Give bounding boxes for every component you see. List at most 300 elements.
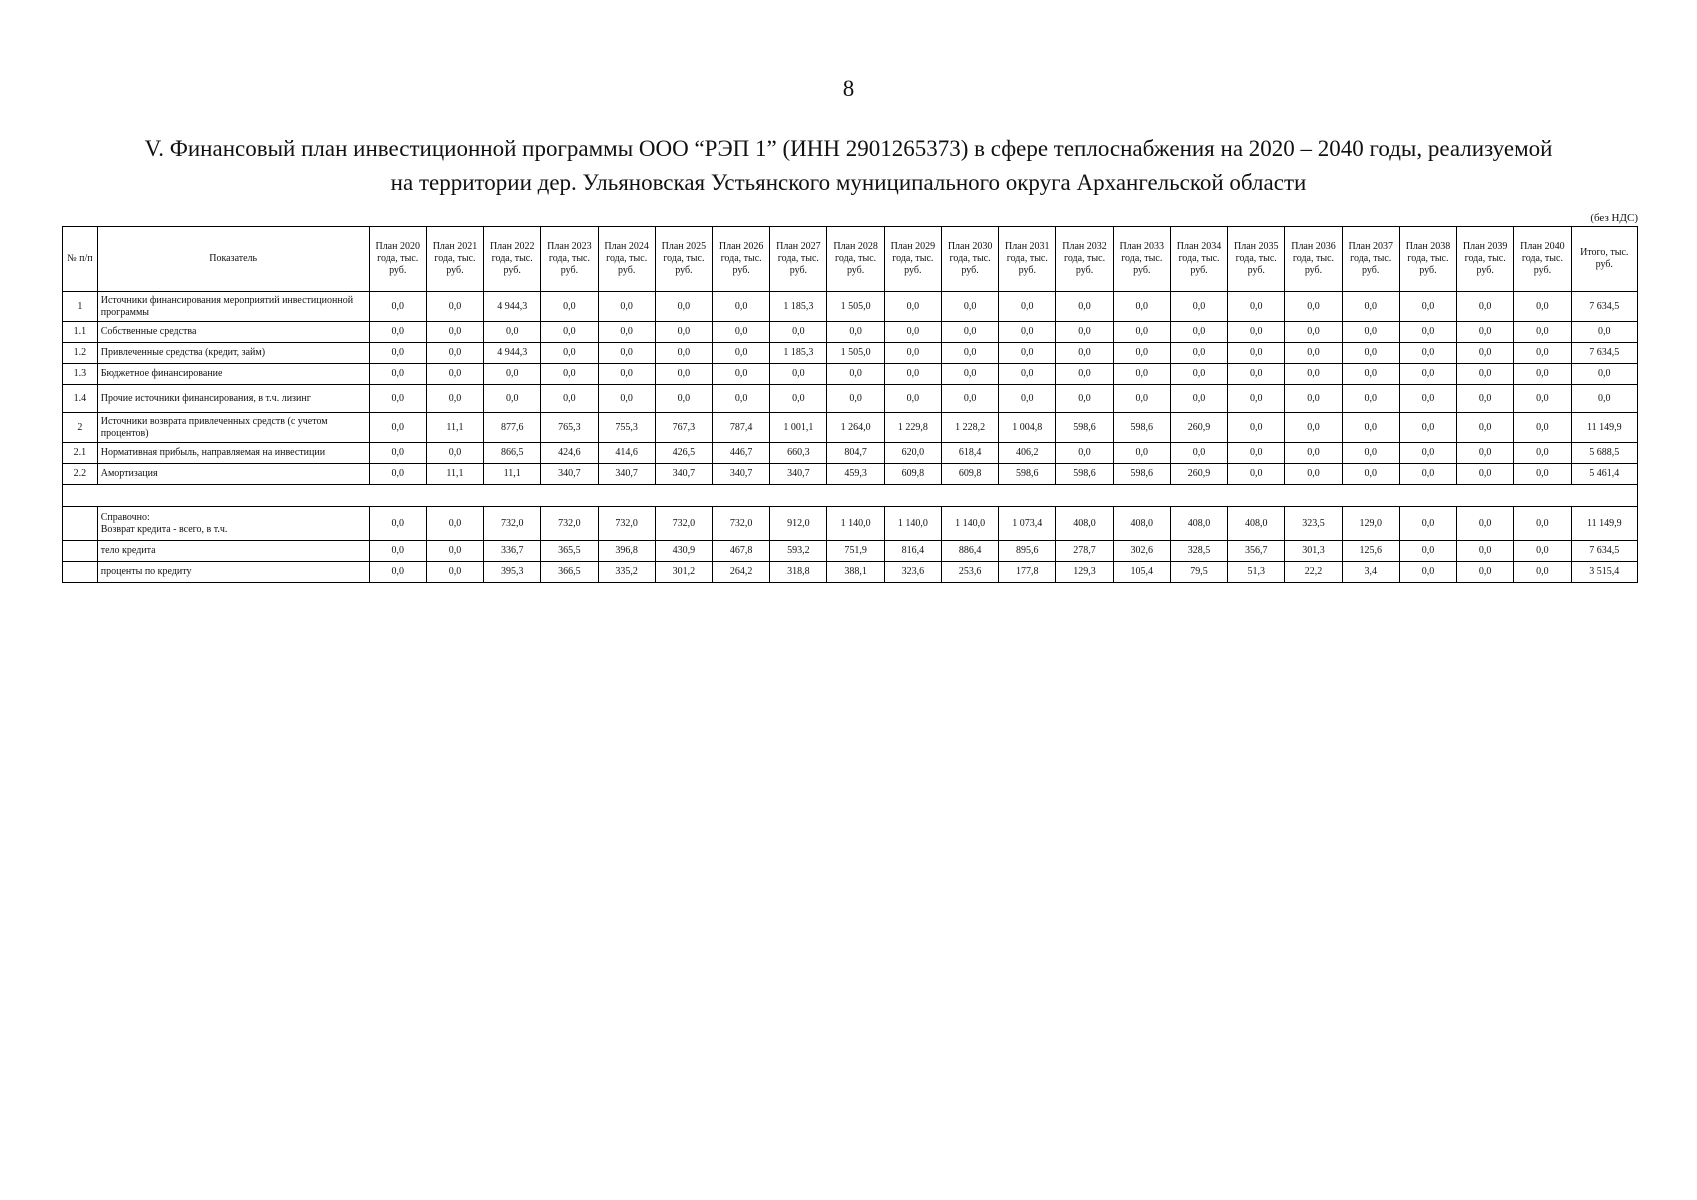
header-indicator: Показатель (97, 227, 369, 292)
row-value: 0,0 (426, 343, 483, 364)
table-row (63, 413, 1638, 443)
row-value: 0,0 (1399, 343, 1456, 364)
row-value: 264,2 (713, 562, 770, 583)
row-total: 5 461,4 (1571, 464, 1637, 485)
row-number (63, 507, 98, 541)
row-value: 0,0 (1056, 322, 1113, 343)
row-value: 4 944,3 (484, 292, 541, 322)
row-value: 0,0 (1285, 464, 1342, 485)
row-number: 1.3 (63, 364, 98, 385)
row-value: 732,0 (541, 507, 598, 541)
row-value: 0,0 (827, 385, 884, 413)
row-value: 0,0 (770, 364, 827, 385)
row-number: 2.2 (63, 464, 98, 485)
row-value: 253,6 (941, 562, 998, 583)
page-number: 8 (842, 76, 855, 101)
row-value: 340,7 (770, 464, 827, 485)
header-year: План 2034 года, тыс. руб. (1170, 227, 1227, 292)
header-year: План 2030 года, тыс. руб. (941, 227, 998, 292)
row-value: 0,0 (1056, 443, 1113, 464)
row-value: 1 229,8 (884, 413, 941, 443)
row-value: 0,0 (1399, 464, 1456, 485)
row-value: 408,0 (1170, 507, 1227, 541)
header-year: План 2024 года, тыс. руб. (598, 227, 655, 292)
row-value: 0,0 (541, 322, 598, 343)
header-year: План 2036 года, тыс. руб. (1285, 227, 1342, 292)
row-value: 609,8 (884, 464, 941, 485)
row-value: 0,0 (1457, 464, 1514, 485)
row-value: 0,0 (1342, 464, 1399, 485)
row-value: 1 140,0 (827, 507, 884, 541)
row-value: 395,3 (484, 562, 541, 583)
header-year: План 2025 года, тыс. руб. (655, 227, 712, 292)
row-value: 11,1 (426, 413, 483, 443)
row-value: 0,0 (1285, 343, 1342, 364)
row-value: 0,0 (770, 385, 827, 413)
row-value: 0,0 (369, 464, 426, 485)
row-value: 0,0 (1399, 385, 1456, 413)
row-value: 0,0 (426, 364, 483, 385)
row-value: 0,0 (1170, 343, 1227, 364)
row-value: 0,0 (1342, 413, 1399, 443)
row-value: 0,0 (1342, 443, 1399, 464)
row-value: 0,0 (369, 443, 426, 464)
row-value: 0,0 (1228, 292, 1285, 322)
row-indicator: Бюджетное финансирование (97, 364, 369, 385)
row-value: 0,0 (484, 322, 541, 343)
row-value: 0,0 (1228, 364, 1285, 385)
financial-plan-table (62, 226, 1638, 583)
row-value: 0,0 (999, 343, 1056, 364)
row-value: 0,0 (713, 364, 770, 385)
row-number: 1 (63, 292, 98, 322)
row-value: 0,0 (1113, 292, 1170, 322)
row-value: 0,0 (1228, 464, 1285, 485)
row-indicator (97, 507, 369, 541)
row-value: 0,0 (884, 364, 941, 385)
row-value: 328,5 (1170, 541, 1227, 562)
row-indicator-line-1: проценты по кредиту (100, 566, 192, 577)
document-title (60, 132, 1637, 200)
table-row (63, 292, 1638, 322)
row-value: 1 140,0 (884, 507, 941, 541)
row-value: 0,0 (941, 292, 998, 322)
row-value: 0,0 (884, 385, 941, 413)
vat-note: (без НДС) (1590, 212, 1638, 224)
row-value: 340,7 (713, 464, 770, 485)
row-value: 0,0 (1399, 322, 1456, 343)
row-value: 0,0 (884, 292, 941, 322)
row-value: 0,0 (1342, 292, 1399, 322)
row-value: 765,3 (541, 413, 598, 443)
row-value: 0,0 (1113, 322, 1170, 343)
row-value: 1 185,3 (770, 343, 827, 364)
row-value: 446,7 (713, 443, 770, 464)
row-value: 0,0 (541, 385, 598, 413)
table-row (63, 443, 1638, 464)
row-value: 598,6 (1056, 413, 1113, 443)
header-year: План 2023 года, тыс. руб. (541, 227, 598, 292)
row-total: 0,0 (1571, 385, 1637, 413)
row-value: 0,0 (1399, 507, 1456, 541)
row-value: 1 140,0 (941, 507, 998, 541)
row-value: 408,0 (1113, 507, 1170, 541)
row-value: 660,3 (770, 443, 827, 464)
row-value: 0,0 (541, 364, 598, 385)
row-value: 0,0 (541, 343, 598, 364)
header-no: № п/п (63, 227, 98, 292)
row-value: 177,8 (999, 562, 1056, 583)
row-value: 0,0 (941, 385, 998, 413)
header-year: План 2035 года, тыс. руб. (1228, 227, 1285, 292)
row-total: 7 634,5 (1571, 541, 1637, 562)
row-value: 0,0 (1514, 562, 1571, 583)
row-value: 408,0 (1228, 507, 1285, 541)
row-value: 0,0 (369, 292, 426, 322)
title-line-2: на территории дер. Ульяновская Устьянского муниципального округа Архангельской области (390, 170, 1307, 195)
row-value: 0,0 (999, 385, 1056, 413)
row-number (63, 541, 98, 562)
row-value: 0,0 (1514, 385, 1571, 413)
row-value: 598,6 (999, 464, 1056, 485)
row-value: 0,0 (369, 385, 426, 413)
row-value: 0,0 (1170, 364, 1227, 385)
row-indicator: Источники финансирования мероприятий инвестиционной программы (97, 292, 369, 322)
row-value: 0,0 (1342, 322, 1399, 343)
row-value: 408,0 (1056, 507, 1113, 541)
row-indicator: Нормативная прибыль, направляемая на инвестиции (97, 443, 369, 464)
row-indicator: Источники возврата привлеченных средств (с учетом процентов) (97, 413, 369, 443)
header-year: План 2026 года, тыс. руб. (713, 227, 770, 292)
row-number: 2 (63, 413, 98, 443)
row-value: 459,3 (827, 464, 884, 485)
header-year: План 2031 года, тыс. руб. (999, 227, 1056, 292)
row-value: 732,0 (655, 507, 712, 541)
row-value: 0,0 (999, 364, 1056, 385)
row-value: 0,0 (426, 443, 483, 464)
row-value: 895,6 (999, 541, 1056, 562)
row-value: 0,0 (369, 562, 426, 583)
row-value: 340,7 (541, 464, 598, 485)
header-year: План 2021 года, тыс. руб. (426, 227, 483, 292)
title-line-1: V. Финансовый план инвестиционной программы ООО “РЭП 1” (ИНН 2901265373) в сфере теплоснабжения на 2020 – 2040 годы, реализуемой (144, 136, 1553, 161)
row-value: 356,7 (1228, 541, 1285, 562)
row-value: 0,0 (1342, 364, 1399, 385)
row-value: 4 944,3 (484, 343, 541, 364)
row-value: 0,0 (426, 562, 483, 583)
row-value: 1 264,0 (827, 413, 884, 443)
table-row (63, 343, 1638, 364)
row-value: 125,6 (1342, 541, 1399, 562)
row-value: 0,0 (598, 322, 655, 343)
row-value: 0,0 (1514, 322, 1571, 343)
header-year: План 2039 года, тыс. руб. (1457, 227, 1514, 292)
row-value: 732,0 (713, 507, 770, 541)
row-value: 0,0 (369, 541, 426, 562)
row-value: 11,1 (426, 464, 483, 485)
row-value: 1 505,0 (827, 343, 884, 364)
row-value: 301,3 (1285, 541, 1342, 562)
row-value: 0,0 (1457, 343, 1514, 364)
header-year: План 2022 года, тыс. руб. (484, 227, 541, 292)
row-value: 609,8 (941, 464, 998, 485)
row-value: 302,6 (1113, 541, 1170, 562)
row-value: 0,0 (1228, 385, 1285, 413)
row-value: 1 505,0 (827, 292, 884, 322)
row-value: 406,2 (999, 443, 1056, 464)
row-value: 0,0 (426, 541, 483, 562)
row-value: 1 073,4 (999, 507, 1056, 541)
row-total: 7 634,5 (1571, 343, 1637, 364)
row-value: 0,0 (1285, 292, 1342, 322)
row-value: 0,0 (884, 343, 941, 364)
row-value: 0,0 (426, 507, 483, 541)
table-body (63, 292, 1638, 583)
row-value: 0,0 (1170, 443, 1227, 464)
row-value: 336,7 (484, 541, 541, 562)
header-year: План 2037 года, тыс. руб. (1342, 227, 1399, 292)
row-value: 278,7 (1056, 541, 1113, 562)
row-value: 0,0 (1514, 443, 1571, 464)
row-value: 323,6 (884, 562, 941, 583)
row-value: 0,0 (1113, 443, 1170, 464)
header-year: План 2028 года, тыс. руб. (827, 227, 884, 292)
row-value: 22,2 (1285, 562, 1342, 583)
row-value: 816,4 (884, 541, 941, 562)
row-value: 340,7 (655, 464, 712, 485)
row-total: 5 688,5 (1571, 443, 1637, 464)
row-number: 1.1 (63, 322, 98, 343)
row-value: 0,0 (1228, 343, 1285, 364)
row-value: 0,0 (369, 322, 426, 343)
row-indicator-line-2: Возврат кредита - всего, в т.ч. (100, 523, 228, 535)
row-value: 0,0 (1457, 322, 1514, 343)
row-total: 11 149,9 (1571, 507, 1637, 541)
table-row (63, 385, 1638, 413)
row-value: 0,0 (713, 292, 770, 322)
row-value: 0,0 (1457, 443, 1514, 464)
row-value: 0,0 (1056, 292, 1113, 322)
row-value: 0,0 (541, 292, 598, 322)
row-value: 0,0 (827, 322, 884, 343)
separator-row (63, 485, 1638, 507)
row-value: 886,4 (941, 541, 998, 562)
row-value: 0,0 (484, 385, 541, 413)
row-value: 0,0 (1285, 364, 1342, 385)
row-value: 0,0 (1342, 343, 1399, 364)
row-indicator: Собственные средства (97, 322, 369, 343)
row-value: 0,0 (426, 292, 483, 322)
reference-row (63, 541, 1638, 562)
row-value: 0,0 (369, 413, 426, 443)
row-value: 318,8 (770, 562, 827, 583)
row-value: 598,6 (1113, 464, 1170, 485)
row-total: 7 634,5 (1571, 292, 1637, 322)
row-value: 0,0 (999, 322, 1056, 343)
row-value: 0,0 (655, 322, 712, 343)
row-value: 593,2 (770, 541, 827, 562)
row-indicator-line-1: Справочно: (100, 511, 150, 523)
reference-row (63, 507, 1638, 541)
row-value: 0,0 (1514, 413, 1571, 443)
row-value: 0,0 (884, 322, 941, 343)
row-value: 0,0 (1457, 413, 1514, 443)
row-number: 1.4 (63, 385, 98, 413)
row-value: 0,0 (655, 292, 712, 322)
row-value: 0,0 (999, 292, 1056, 322)
row-value: 0,0 (1457, 562, 1514, 583)
row-value: 0,0 (1514, 364, 1571, 385)
row-value: 0,0 (941, 364, 998, 385)
row-value: 467,8 (713, 541, 770, 562)
row-value: 0,0 (941, 343, 998, 364)
header-year: План 2027 года, тыс. руб. (770, 227, 827, 292)
row-value: 0,0 (1285, 443, 1342, 464)
row-value: 732,0 (598, 507, 655, 541)
row-value: 0,0 (655, 364, 712, 385)
row-value: 0,0 (598, 343, 655, 364)
row-value: 340,7 (598, 464, 655, 485)
row-value: 0,0 (1399, 364, 1456, 385)
header-year: План 2020 года, тыс. руб. (369, 227, 426, 292)
row-value: 0,0 (941, 322, 998, 343)
row-value: 0,0 (1228, 413, 1285, 443)
header-year: План 2038 года, тыс. руб. (1399, 227, 1456, 292)
row-value: 51,3 (1228, 562, 1285, 583)
row-indicator: Амортизация (97, 464, 369, 485)
row-value: 0,0 (827, 364, 884, 385)
row-value: 0,0 (1457, 507, 1514, 541)
row-value: 1 185,3 (770, 292, 827, 322)
row-total: 0,0 (1571, 364, 1637, 385)
row-value: 129,3 (1056, 562, 1113, 583)
row-value: 3,4 (1342, 562, 1399, 583)
row-indicator (97, 562, 369, 583)
row-total: 3 515,4 (1571, 562, 1637, 583)
reference-row (63, 562, 1638, 583)
row-value: 0,0 (1457, 541, 1514, 562)
table-header-row (63, 227, 1638, 292)
row-value: 0,0 (426, 322, 483, 343)
row-value: 0,0 (770, 322, 827, 343)
row-value: 260,9 (1170, 464, 1227, 485)
row-value: 0,0 (1514, 343, 1571, 364)
row-value: 0,0 (1113, 343, 1170, 364)
header-year: План 2029 года, тыс. руб. (884, 227, 941, 292)
row-value: 0,0 (1285, 385, 1342, 413)
row-value: 0,0 (426, 385, 483, 413)
row-value: 0,0 (1170, 322, 1227, 343)
row-value: 0,0 (1399, 443, 1456, 464)
row-value: 0,0 (1457, 292, 1514, 322)
row-value: 1 004,8 (999, 413, 1056, 443)
row-value: 0,0 (1457, 364, 1514, 385)
row-value: 323,5 (1285, 507, 1342, 541)
row-value: 0,0 (598, 385, 655, 413)
row-value: 365,5 (541, 541, 598, 562)
table-row (63, 464, 1638, 485)
row-value: 804,7 (827, 443, 884, 464)
row-value: 0,0 (1113, 385, 1170, 413)
row-value: 0,0 (1514, 464, 1571, 485)
row-value: 0,0 (713, 385, 770, 413)
row-value: 767,3 (655, 413, 712, 443)
row-value: 0,0 (1399, 413, 1456, 443)
row-value: 0,0 (1285, 322, 1342, 343)
header-total: Итого, тыс. руб. (1571, 227, 1637, 292)
row-value: 11,1 (484, 464, 541, 485)
row-value: 0,0 (655, 343, 712, 364)
row-value: 0,0 (369, 364, 426, 385)
row-value: 426,5 (655, 443, 712, 464)
row-value: 0,0 (713, 322, 770, 343)
row-value: 866,5 (484, 443, 541, 464)
row-value: 0,0 (1342, 385, 1399, 413)
row-value: 620,0 (884, 443, 941, 464)
row-value: 0,0 (1113, 364, 1170, 385)
row-number: 1.2 (63, 343, 98, 364)
row-value: 1 001,1 (770, 413, 827, 443)
row-value: 260,9 (1170, 413, 1227, 443)
row-value: 0,0 (484, 364, 541, 385)
row-value: 598,6 (1056, 464, 1113, 485)
row-value: 0,0 (713, 343, 770, 364)
row-value: 618,4 (941, 443, 998, 464)
row-value: 751,9 (827, 541, 884, 562)
row-value: 787,4 (713, 413, 770, 443)
row-value: 0,0 (1399, 562, 1456, 583)
row-value: 0,0 (1514, 541, 1571, 562)
separator-cell (63, 485, 1638, 507)
row-value: 755,3 (598, 413, 655, 443)
row-value: 0,0 (598, 364, 655, 385)
row-indicator: Привлеченные средства (кредит, займ) (97, 343, 369, 364)
row-value: 0,0 (1056, 364, 1113, 385)
row-value: 129,0 (1342, 507, 1399, 541)
header-year: План 2040 года, тыс. руб. (1514, 227, 1571, 292)
row-value: 0,0 (1228, 443, 1285, 464)
header-year: План 2033 года, тыс. руб. (1113, 227, 1170, 292)
row-value: 877,6 (484, 413, 541, 443)
row-value: 105,4 (1113, 562, 1170, 583)
row-total: 0,0 (1571, 322, 1637, 343)
row-value: 0,0 (1170, 385, 1227, 413)
row-value: 79,5 (1170, 562, 1227, 583)
row-value: 0,0 (1056, 343, 1113, 364)
row-value: 912,0 (770, 507, 827, 541)
row-total: 11 149,9 (1571, 413, 1637, 443)
row-value: 414,6 (598, 443, 655, 464)
table-row (63, 322, 1638, 343)
row-value: 0,0 (1399, 541, 1456, 562)
row-value: 0,0 (1170, 292, 1227, 322)
row-value: 1 228,2 (941, 413, 998, 443)
row-number (63, 562, 98, 583)
row-value: 0,0 (1285, 413, 1342, 443)
row-value: 0,0 (369, 343, 426, 364)
row-value: 424,6 (541, 443, 598, 464)
row-value: 598,6 (1113, 413, 1170, 443)
row-value: 0,0 (1514, 292, 1571, 322)
row-value: 366,5 (541, 562, 598, 583)
table-row (63, 364, 1638, 385)
row-value: 732,0 (484, 507, 541, 541)
row-value: 0,0 (1514, 507, 1571, 541)
row-number: 2.1 (63, 443, 98, 464)
row-value: 335,2 (598, 562, 655, 583)
row-value: 0,0 (655, 385, 712, 413)
row-value: 0,0 (1228, 322, 1285, 343)
